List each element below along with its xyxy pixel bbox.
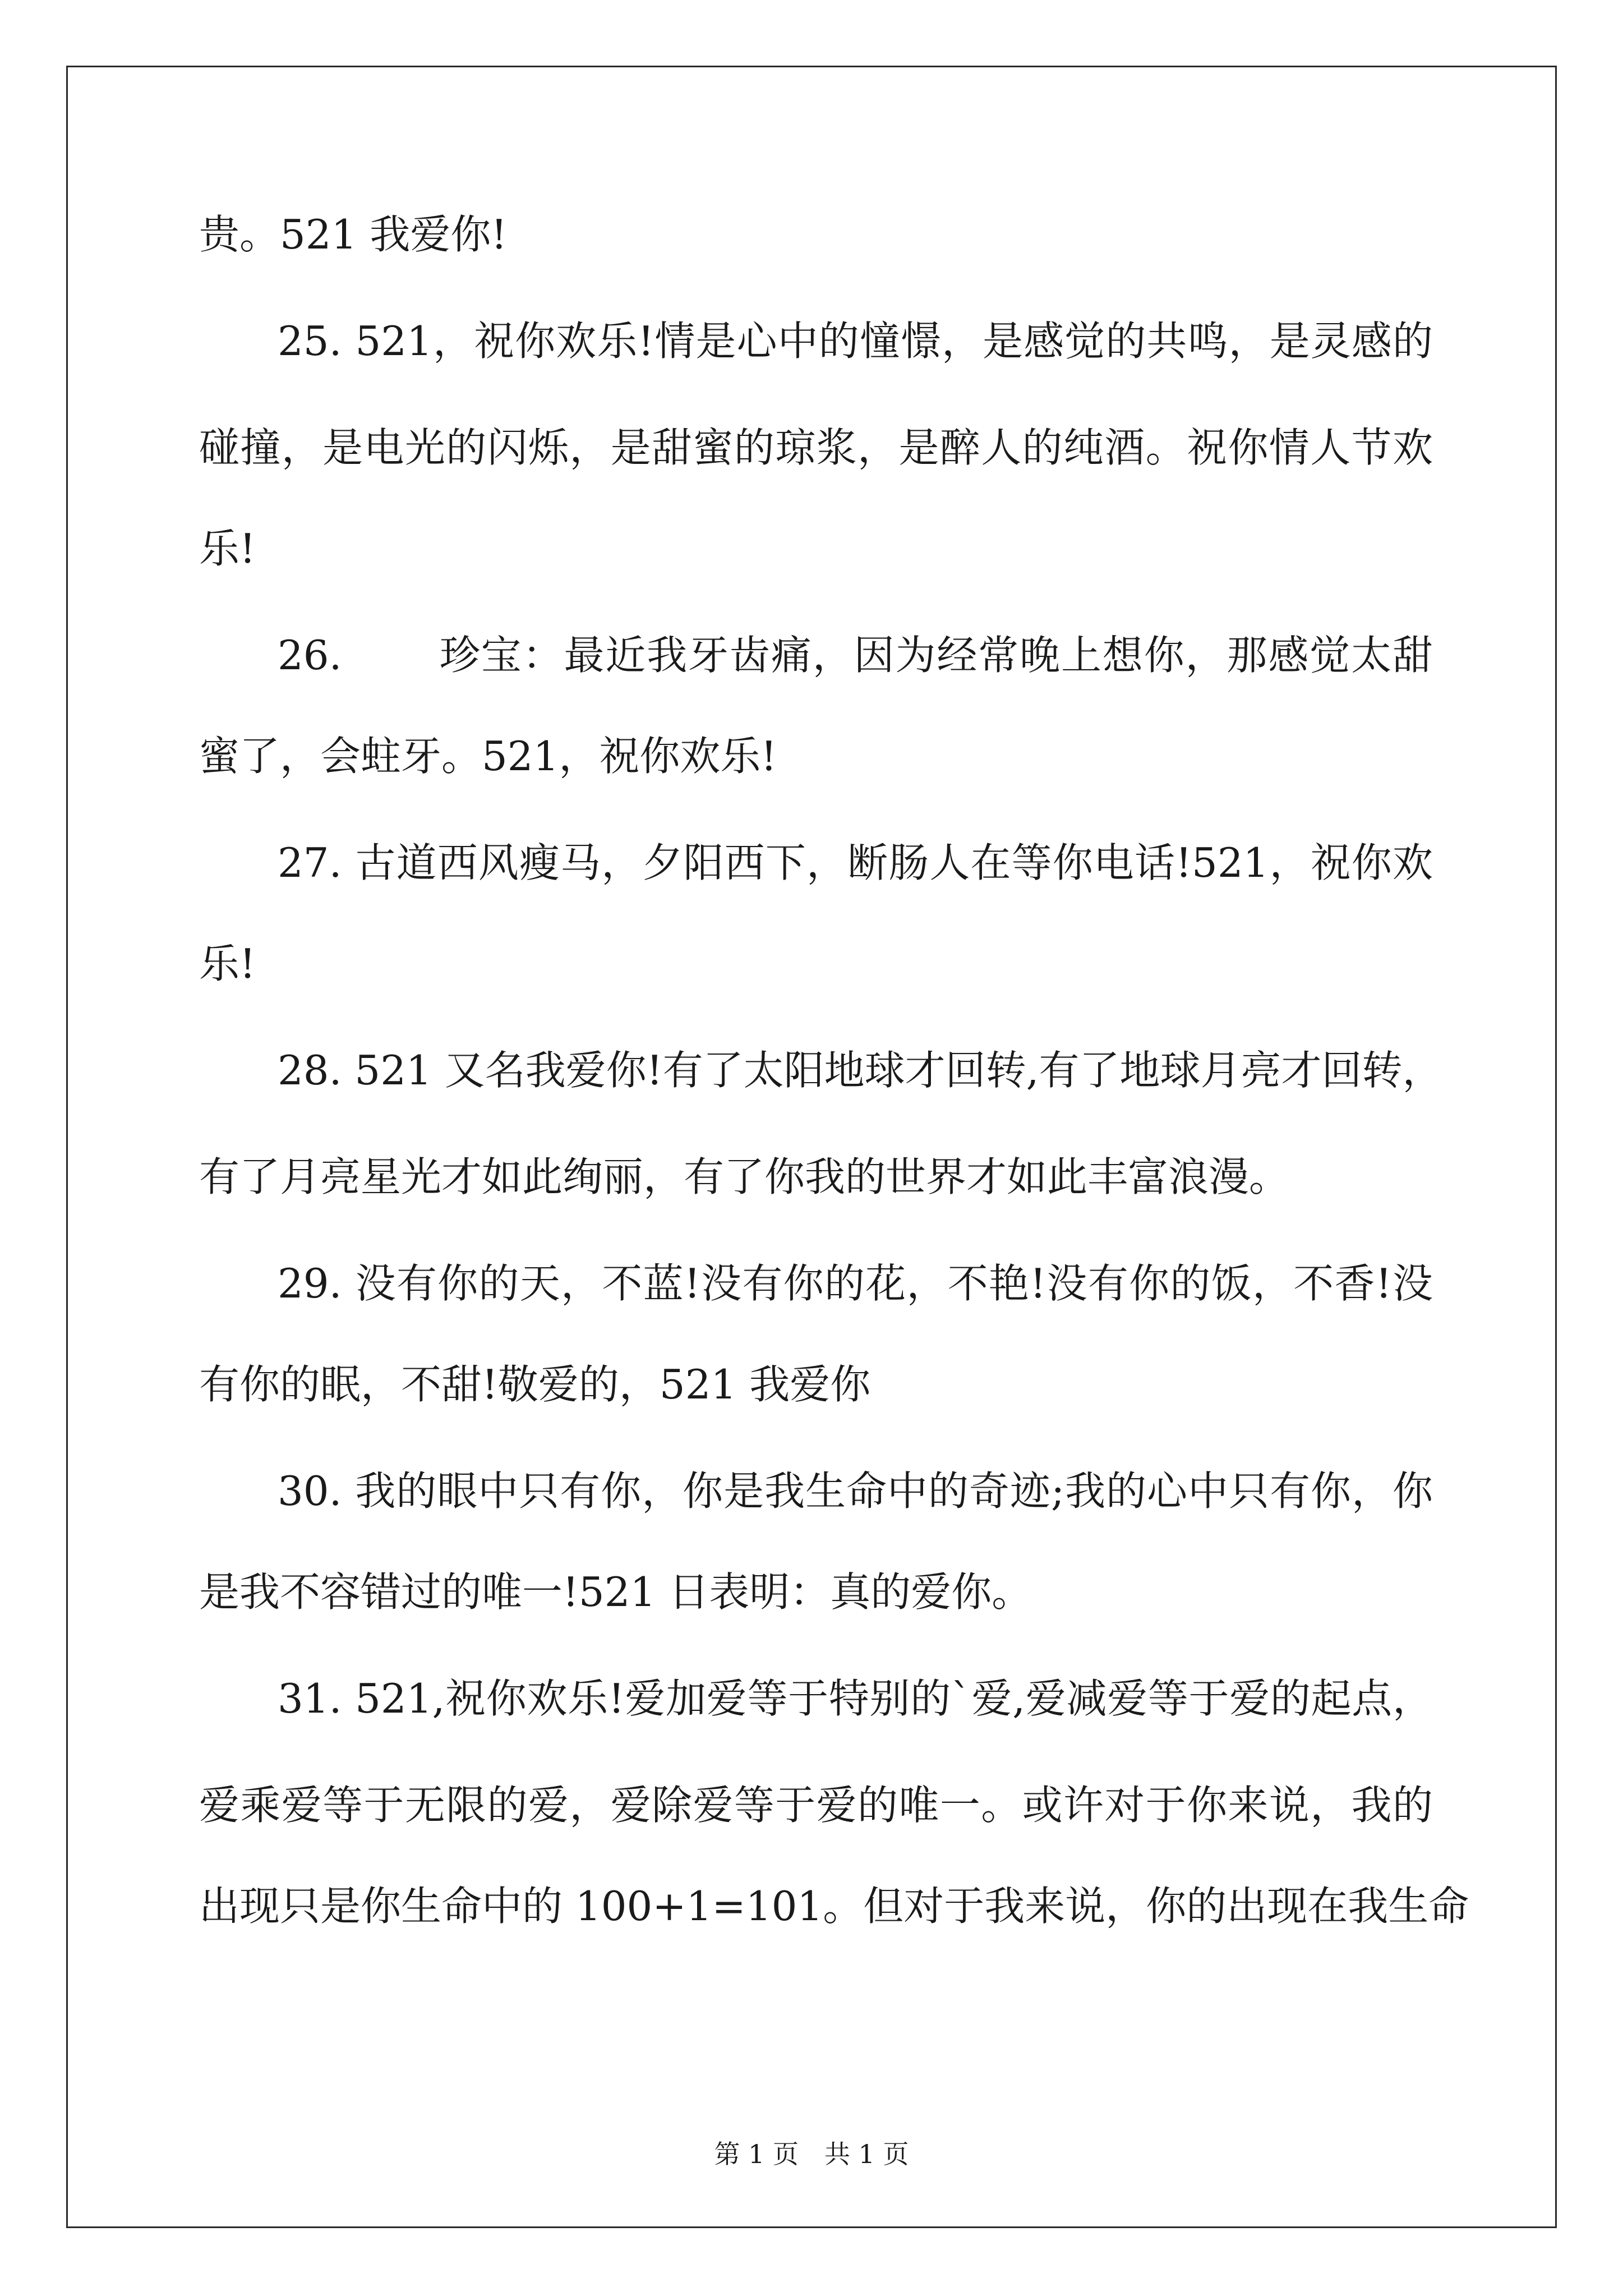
text-line: 爱乘爱等于无限的爱，爱除爱等于爱的唯一。或许对于你来说，我的 xyxy=(199,1782,1433,1829)
text-line: 29. 没有你的天，不蓝!没有你的花，不艳!没有你的饭，不香!没 xyxy=(278,1260,1433,1307)
page-number-footer: 第 1 页 共 1 页 xyxy=(714,2139,909,2169)
text-line: 27. 古道西风瘦马，夕阳西下，断肠人在等你电话!521，祝你欢 xyxy=(278,839,1433,886)
text-line: 出现只是你生命中的 100+1=101。但对于我来说，你的出现在我生命 xyxy=(199,1883,1469,1930)
text-line: 是我不容错过的唯一!521 日表明：真的爱你。 xyxy=(199,1568,1032,1616)
text-line: 有了月亮星光才如此绚丽，有了你我的世界才如此丰富浪漫。 xyxy=(199,1153,1290,1200)
text-line: 贵。521 我爱你! xyxy=(199,211,508,258)
text-line: 31. 521,祝你欢乐!爱加爱等于特别的`爱,爱减爱等于爱的起点， xyxy=(278,1675,1433,1722)
text-line: 有你的眠，不甜!敬爱的，521 我爱你 xyxy=(199,1361,871,1408)
text-line: 30. 我的眼中只有你，你是我生命中的奇迹;我的心中只有你，你 xyxy=(278,1467,1433,1515)
text-line: 乐! xyxy=(199,940,256,987)
text-line: 乐! xyxy=(199,525,256,572)
text-line: 25. 521，祝你欢乐!情是心中的憧憬，是感觉的共鸣，是灵感的 xyxy=(278,318,1433,365)
text-line: 28. 521 又名我爱你!有了太阳地球才回转,有了地球月亮才回转， xyxy=(278,1047,1443,1094)
text-line: 蜜了，会蛀牙。521，祝你欢乐! xyxy=(199,733,777,780)
text-line: 碰撞，是电光的闪烁，是甜蜜的琼浆，是醉人的纯酒。祝你情人节欢 xyxy=(199,424,1433,471)
text-line: 26. 珍宝：最近我牙齿痛，因为经常晚上想你，那感觉太甜 xyxy=(278,632,1433,679)
